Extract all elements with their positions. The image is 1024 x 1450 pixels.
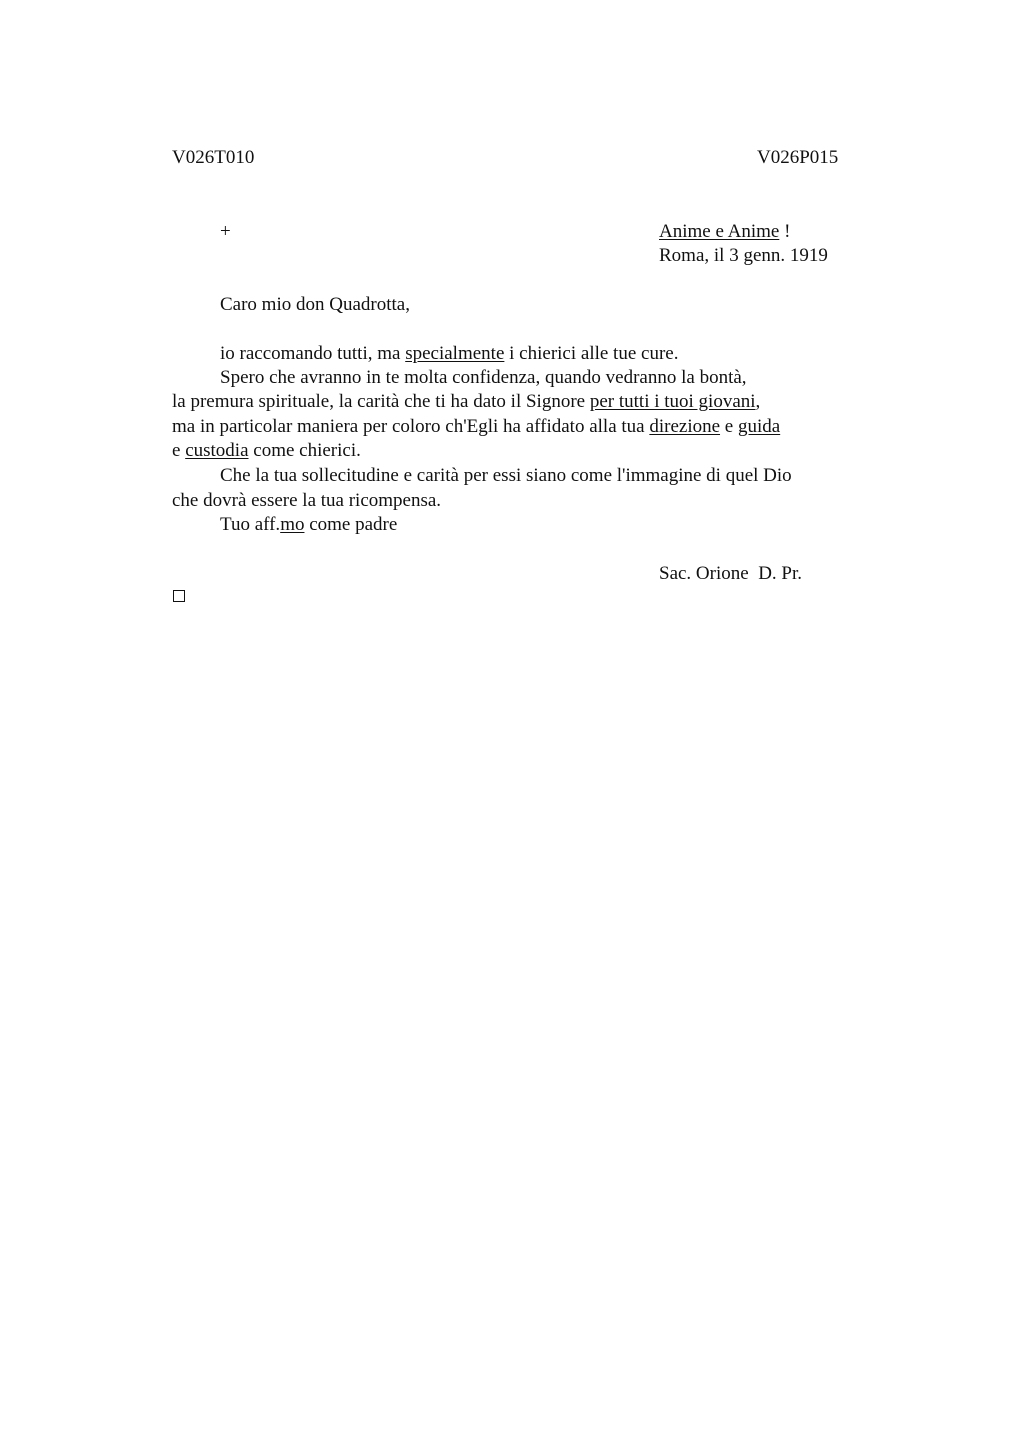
body-line-3 xyxy=(172,390,760,414)
motto xyxy=(659,220,790,244)
body-line-7: che dovrà essere la tua ricompensa. xyxy=(172,490,442,511)
cross-symbol: + xyxy=(220,221,231,242)
closing-line-a: Tuo aff. xyxy=(220,514,281,535)
body-line-3-b: , xyxy=(755,391,761,412)
motto-underlined: Anime e Anime xyxy=(659,221,780,242)
body-line-4-underlined-2: guida xyxy=(737,416,781,437)
header-left-code: V026T010 xyxy=(172,147,255,168)
signature: Sac. Orione D. Pr. xyxy=(659,563,803,584)
closing-line-b: come padre xyxy=(304,514,398,535)
body-line-1-underlined: specialmente xyxy=(405,343,505,364)
body-line-4 xyxy=(172,415,780,439)
motto-tail: ! xyxy=(779,221,791,242)
body-line-5-a: e xyxy=(172,440,186,461)
body-line-6: Che la tua sollecitudine e carità per essi siano come l'immagine di quel Dio xyxy=(220,465,792,486)
body-line-4-a: ma in particolar maniera per coloro ch'Egli ha affidato alla tua xyxy=(172,416,650,437)
body-line-1 xyxy=(220,342,678,366)
body-line-4-b: e xyxy=(720,416,738,437)
closing-line xyxy=(220,513,397,537)
salutation: Caro mio don Quadrotta, xyxy=(220,294,410,315)
body-line-2: Spero che avranno in te molta confidenza, quando vedranno la bontà, xyxy=(220,367,747,388)
closing-line-underlined: mo xyxy=(280,514,305,535)
body-line-3-underlined: per tutti i tuoi giovani xyxy=(589,391,756,412)
end-square-icon xyxy=(173,590,185,602)
body-line-1-b: i chierici alle tue cure. xyxy=(504,343,679,364)
body-line-1-a: io raccomando tutti, ma xyxy=(220,343,406,364)
body-line-5-underlined: custodia xyxy=(185,440,249,461)
body-line-3-a: la premura spirituale, la carità che ti ha dato il Signore xyxy=(172,391,590,412)
body-line-4-underlined-1: direzione xyxy=(649,416,721,437)
header-right-code: V026P015 xyxy=(757,147,839,168)
place-date: Roma, il 3 genn. 1919 xyxy=(659,245,828,266)
body-line-5-b: come chierici. xyxy=(248,440,361,461)
body-line-5 xyxy=(172,439,361,463)
